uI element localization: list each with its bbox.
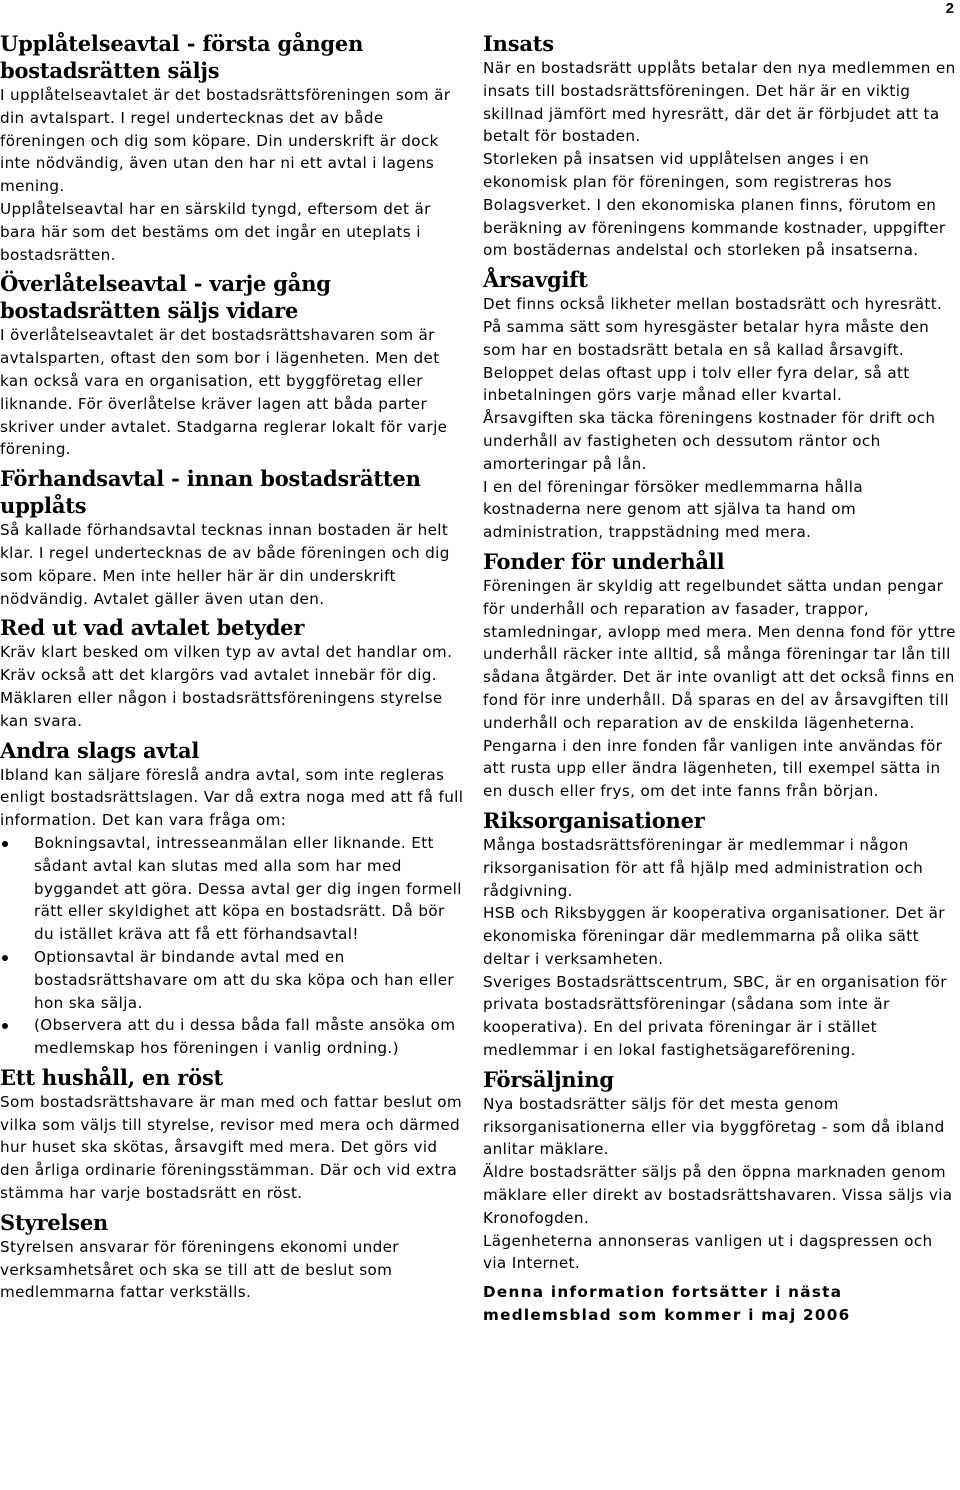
left-column bbox=[0, 30, 466, 1304]
bullet-icon bbox=[2, 955, 8, 961]
paragraph: Som bostadsrättshavare är man med och fattar beslut om vilka som väljs till styrelse, revisor med mera och därmed hur huset ska skötas, årsavgift med mera. Det görs vid den årliga ordinarie föreningsstämman. Där och vid extra stämma har varje bostadsrätt en röst. bbox=[0, 1092, 462, 1203]
section-heading-red-ut: Red ut vad avtalet betyder bbox=[0, 615, 305, 641]
section-heading-hushall: Ett hushåll, en röst bbox=[0, 1064, 224, 1090]
paragraph: Föreningen är skyldig att regelbundet sätta undan pengar för underhåll och reparation av fasader, trappor, stamledningar, avlopp med mera. Men denna fond för yttre underhåll räcker inte alltid, så många föreningar tar lån till sådana åtgärder. Det är inte ovanligt att det också finns en fond för inre underhåll. Då sparas en del av årsavgiften till underhåll och reparation av de enskilda lägenheterna. Pengarna i den inre fonden får vanligen inte användas för att rusta upp eller ändra lägenheten, till exempel sätta in en dusch eller frys, om det inte fanns från början. bbox=[483, 576, 956, 801]
paragraph: Nya bostadsrätter säljs för det mesta genom riksorganisationerna eller via byggföretag - som då ibland anlitar mäklare. bbox=[483, 1094, 945, 1159]
paragraph: Många bostadsrättsföreningar är medlemmar i någon riksorganisation för att få hjälp med administration och rådgivning. bbox=[483, 835, 924, 900]
list-item-text: (Observera att du i dessa båda fall måste ansöka om medlemskap hos föreningen i vanlig ordning.) bbox=[34, 1016, 456, 1058]
list-item bbox=[0, 1014, 466, 1060]
section-heading-upplatelseavtal: Upplåtelseavtal - första gången bostadsrätten säljs bbox=[0, 31, 364, 83]
paragraph: Årsavgiften ska täcka föreningens kostnader för drift och underhåll av fastigheten och dessutom räntor och amorteringar på lån. bbox=[483, 409, 936, 473]
section-heading-styrelsen: Styrelsen bbox=[0, 1209, 109, 1235]
right-column bbox=[483, 30, 957, 1327]
section-heading-insats: Insats bbox=[483, 31, 554, 56]
paragraph: Det finns också likheter mellan bostadsrätt och hyresrätt. På samma sätt som hyresgäster betalar hyra måste den som har en bostadsrätt betala en så kallad årsavgift. Beloppet delas oftast upp i tolv eller fyra delar, så att inbetalningen görs varje månad eller kvartal. bbox=[483, 295, 943, 405]
section-heading-arsavgift: Årsavgift bbox=[483, 267, 588, 293]
paragraph: Ibland kan säljare föreslå andra avtal, som inte regleras enligt bostadsrättslagen. Var då extra noga med att få full information. Det kan vara fråga om: bbox=[0, 765, 464, 830]
paragraph: När en bostadsrätt upplåts betalar den nya medlemmen en insats till bostadsrättsföreningen. Det här är en viktig skillnad jämfört med hyresrätt, där det är förbjudet att ta betalt för bostaden. bbox=[483, 59, 956, 146]
paragraph: Lägenheterna annonseras vanligen ut i dagspressen och via Internet. bbox=[483, 1231, 933, 1273]
list-item-text: Bokningsavtal, intresseanmälan eller liknande. Ett sådant avtal kan slutas med alla som har med byggandet att göra. Dessa avtal ger dig ingen formell rätt eller skyldighet att köpa en bostadsrätt. Då bör du istället kräva att få ett förhandsavtal! bbox=[34, 833, 462, 944]
list-item bbox=[0, 832, 466, 946]
bullet-list bbox=[0, 832, 466, 1060]
section-heading-riksorganisationer: Riksorganisationer bbox=[483, 807, 705, 833]
section-heading-andra-avtal: Andra slags avtal bbox=[0, 737, 200, 763]
bullet-icon bbox=[2, 841, 8, 847]
paragraph: Kräv klart besked om vilken typ av avtal det handlar om. Kräv också att det klargörs vad avtalet innebär för dig. Mäklaren eller någon i bostadsrättsföreningens styrelse kan svara. bbox=[0, 643, 453, 730]
list-item bbox=[0, 946, 466, 1014]
paragraph: Styrelsen ansvarar för föreningens ekonomi under verksamhetsåret och ska se till att de beslut som medlemmarna fattar verkställs. bbox=[0, 1237, 399, 1302]
continuation-note: Denna information fortsätter i nästa medlemsblad som kommer i maj 2006 bbox=[483, 1283, 851, 1325]
bullet-icon bbox=[2, 1023, 8, 1029]
paragraph: Äldre bostadsrätter säljs på den öppna marknaden genom mäklare eller direkt av bostadsrättshavaren. Vissa säljs via Kronofogden. bbox=[483, 1163, 953, 1227]
section-heading-forhandsavtal: Förhandsavtal - innan bostadsrätten upplåts bbox=[0, 466, 421, 519]
paragraph: HSB och Riksbyggen är kooperativa organisationer. Det är ekonomiska föreningar där medlemmarna på olika sätt deltar i verksamheten. bbox=[483, 904, 945, 968]
paragraph: Upplåtelseavtal har en särskild tyngd, eftersom det är bara här som det bestäms om det ingår en uteplats i bostadsrätten. bbox=[0, 199, 431, 264]
section-heading-forsaljning: Försäljning bbox=[483, 1066, 614, 1092]
section-heading-fonder: Fonder för underhåll bbox=[483, 548, 725, 574]
paragraph: Sveriges Bostadsrättscentrum, SBC, är en organisation för privata bostadsrättsföreningar (sådana som inte är kooperativa). En del privata föreningar är i stället medlemmar i en lokal fastighetsägareförening. bbox=[483, 972, 947, 1060]
paragraph: I upplåtelseavtalet är det bostadsrättsföreningen som är din avtalspart. I regel undertecknas det av både föreningen och dig som köpare. Din underskrift är dock inte nödvändig, även utan den har ni ett avtal i lagens mening. bbox=[0, 86, 451, 196]
section-heading-overlatelseavtal: Överlåtelseavtal - varje gång bostadsrätten säljs vidare bbox=[0, 271, 331, 324]
paragraph: I överlåtelseavtalet är det bostadsrättshavaren som är avtalsparten, oftast den som bor i lägenheten. Men det kan också vara en organisation, ett byggföretag eller liknande. För överlåtelse kräver lagen att båda parter skriver under avtalet. Stadgarna reglerar lokalt för varje förening. bbox=[0, 326, 448, 459]
paragraph: I en del föreningar försöker medlemmarna hålla kostnaderna nere genom att själva ta hand om administration, trappstädning med mera. bbox=[483, 477, 864, 542]
paragraph: Storleken på insatsen vid upplåtelsen anges i en ekonomisk plan för föreningen, som registreras hos Bolagsverket. I den ekonomiska planen finns, förutom en beräkning av föreningens kommande kostnader, uppgifter om bostädernas andelstal och storleken på insatserna. bbox=[483, 150, 946, 260]
paragraph: Så kallade förhandsavtal tecknas innan bostaden är helt klar. I regel undertecknas de av både föreningen och dig som köpare. Men inte heller här är din underskrift nödvändig. Avtalet gäller även utan den. bbox=[0, 521, 450, 608]
page-number: 2 bbox=[945, 0, 954, 17]
list-item-text: Optionsavtal är bindande avtal med en bostadsrättshavare om att du ska köpa och han eller hon ska sälja. bbox=[34, 947, 454, 1012]
